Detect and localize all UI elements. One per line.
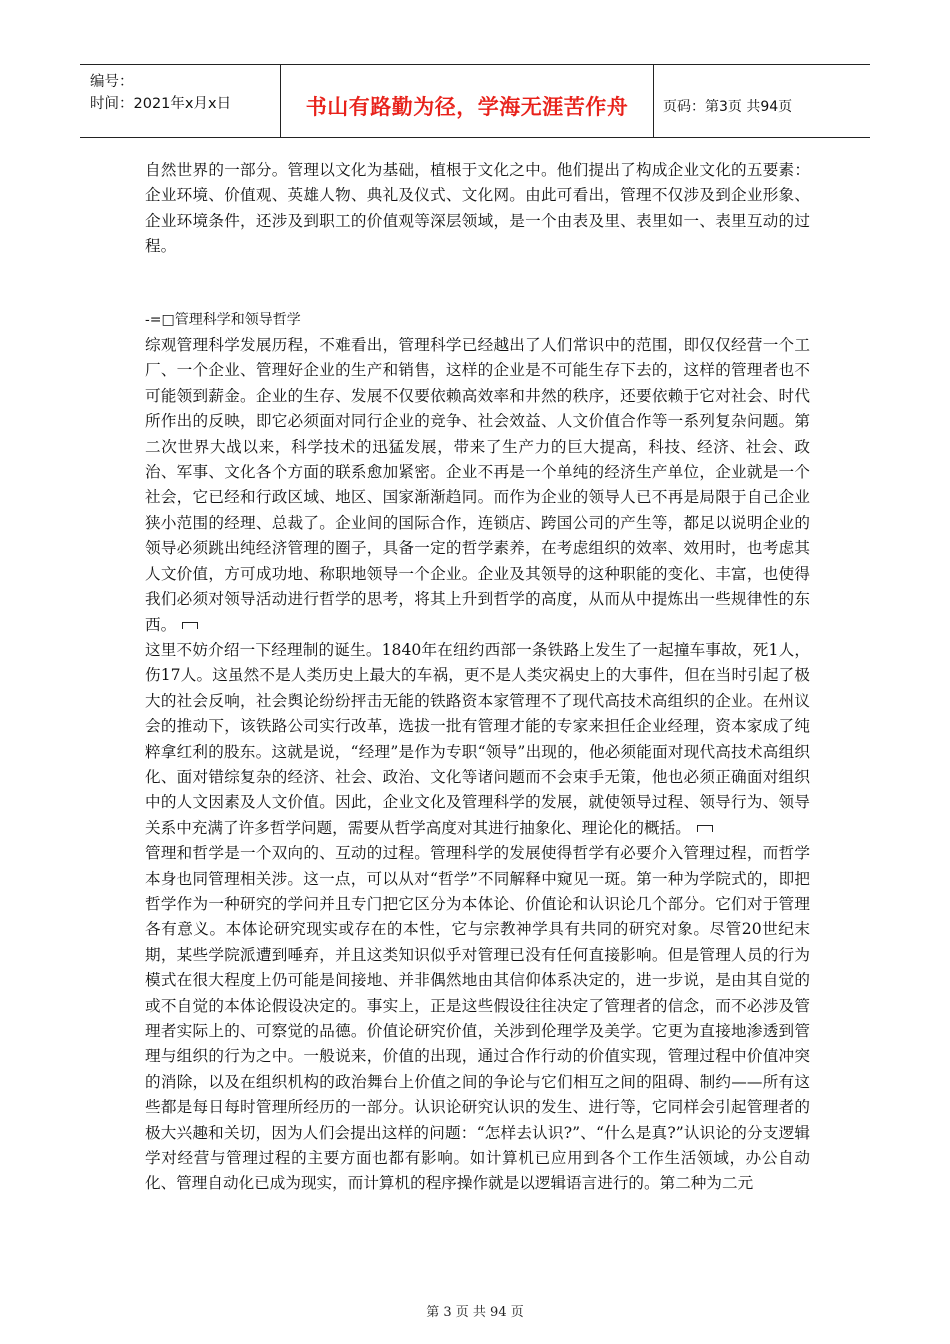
paragraph-end-mark-icon [182,622,198,629]
paragraph-end-mark-icon [697,825,713,832]
page-footer: 第 3 页 共 94 页 [426,1305,524,1320]
document-number-label: 编号： [90,74,134,90]
section-heading: -=□管理科学和领导哲学 [145,311,301,328]
document-body [145,158,810,1197]
header-page-cell [654,65,870,137]
paragraph-management-science [145,333,810,638]
paragraph-intro: 自然世界的一部分。管理以文化为基础，植根于文化之中。他们提出了构成企业文化的五要素：企业环境、价值观、英雄人物、典礼及仪式、文化网。由此可看出，管理不仅涉及到企业形象、企业环境条件，还涉及到职工的价值观等深层领域，是一个由表及里、表里如一、表里互动的过程。 [145,161,810,256]
header-motto: 书山有路勤为径，学海无涯苦作舟 [305,95,629,119]
page-header [80,64,870,138]
paragraph-manager-system [145,638,810,841]
paragraph-spacer [145,260,810,308]
header-motto-cell [281,65,654,137]
document-date-label: 时间：2021年x月x日 [90,96,232,112]
header-meta [80,65,281,137]
header-page-number: 页码：第3页 共94页 [663,99,793,115]
paragraph-manager-system-text: 这里不妨介绍一下经理制的诞生。1840年在纽约西部一条铁路上发生了一起撞车事故，死1人，伤17人。这虽然不是人类历史上最大的车祸，更不是人类灾祸史上的大事件，但在当时引起了极大的社会反响，社会舆论纷纷抨击无能的铁路资本家管理不了现代高技术高组织的企业。在州议会的推动下，该铁路公司实行改革，选拔一批有管理才能的专家来担任企业经理，资本家成了纯粹拿红利的股东。这就是说，“经理”是作为专职“领导”出现的，他必须能面对现代高技术高组织化、面对错综复杂的经济、社会、政治、文化等诸问题而不会束手无策，他也必须正确面对组织中的人文因素及人文价值。因此，企业文化及管理科学的发展，就使领导过程、领导行为、领导关系中充满了许多哲学问题，需要从哲学高度对其进行抽象化、理论化的概括。 [145,640,810,837]
paragraph-management-philosophy: 管理和哲学是一个双向的、互动的过程。管理科学的发展使得哲学有必要介入管理过程，而哲学本身也同管理相关涉。这一点，可以从对“哲学”不同解释中窥见一斑。第一种为学院式的，即把哲学作为一种研究的学问并且专门把它区分为本体论、价值论和认识论几个部分。它们对于管理各有意义。本体论研究现实或存在的本性，它与宗教神学具有共同的研究对象。尽管20世纪末期，某些学院派遭到唾弃，并且这类知识似乎对管理已没有任何直接影响。但是管理人员的行为模式在很大程度上仍可能是间接地、并非偶然地由其信仰体系决定的，进一步说，是由其自觉的或不自觉的本体论假设决定的。事实上，正是这些假设往往决定了管理者的信念，而不必涉及管理者实际上的、可察觉的品德。价值论研究价值，关涉到伦理学及美学。它更为直接地渗透到管理与组织的行为之中。一般说来，价值的出现，通过合作行动的价值实现，管理过程中价值冲突的消除，以及在组织机构的政治舞台上价值之间的争论与它们相互之间的阻碍、制约——所有这些都是每日每时管理所经历的一部分。认识论研究认识的发生、进行等，它同样会引起管理者的极大兴趣和关切，因为人们会提出这样的问题：“怎样去认识?”、“什么是真?”认识论的分支逻辑学对经营与管理过程的主要方面也都有影响。如计算机已应用到各个工作生活领域，办公自动化、管理自动化已成为现实，而计算机的程序操作就是以逻辑语言进行的。第二种为二元 [145,844,810,1193]
paragraph-management-science-text: 综观管理科学发展历程，不难看出，管理科学已经越出了人们常识中的范围，即仅仅经营一个工厂、一个企业、管理好企业的生产和销售，这样的企业是不可能生存下去的，这样的管理者也不可能领到薪金。企业的生存、发展不仅要依赖高效率和井然的秩序，还要依赖于它对社会、时代所作出的反映，即它必须面对同行企业的竞争、社会效益、人文价值合作等一系列复杂问题。第二次世界大战以来，科学技术的迅猛发展，带来了生产力的巨大提高，科技、经济、社会、政治、军事、文化各个方面的联系愈加紧密。企业不再是一个单纯的经济生产单位，企业就是一个社会，它已经和行政区域、地区、国家渐渐趋同。而作为企业的领导人已不再是局限于自己企业狭小范围的经理、总裁了。企业间的国际合作，连锁店、跨国公司的产生等，都足以说明企业的领导必须跳出纯经济管理的圈子，具备一定的哲学素养，在考虑组织的效率、效用时，也考虑其人文价值，方可成功地、称职地领导一个企业。企业及其领导的这种职能的变化、丰富，也使得我们必须对领导活动进行哲学的思考，将其上升到哲学的高度，从而从中提炼出一些规律性的东西。 [145,336,810,634]
